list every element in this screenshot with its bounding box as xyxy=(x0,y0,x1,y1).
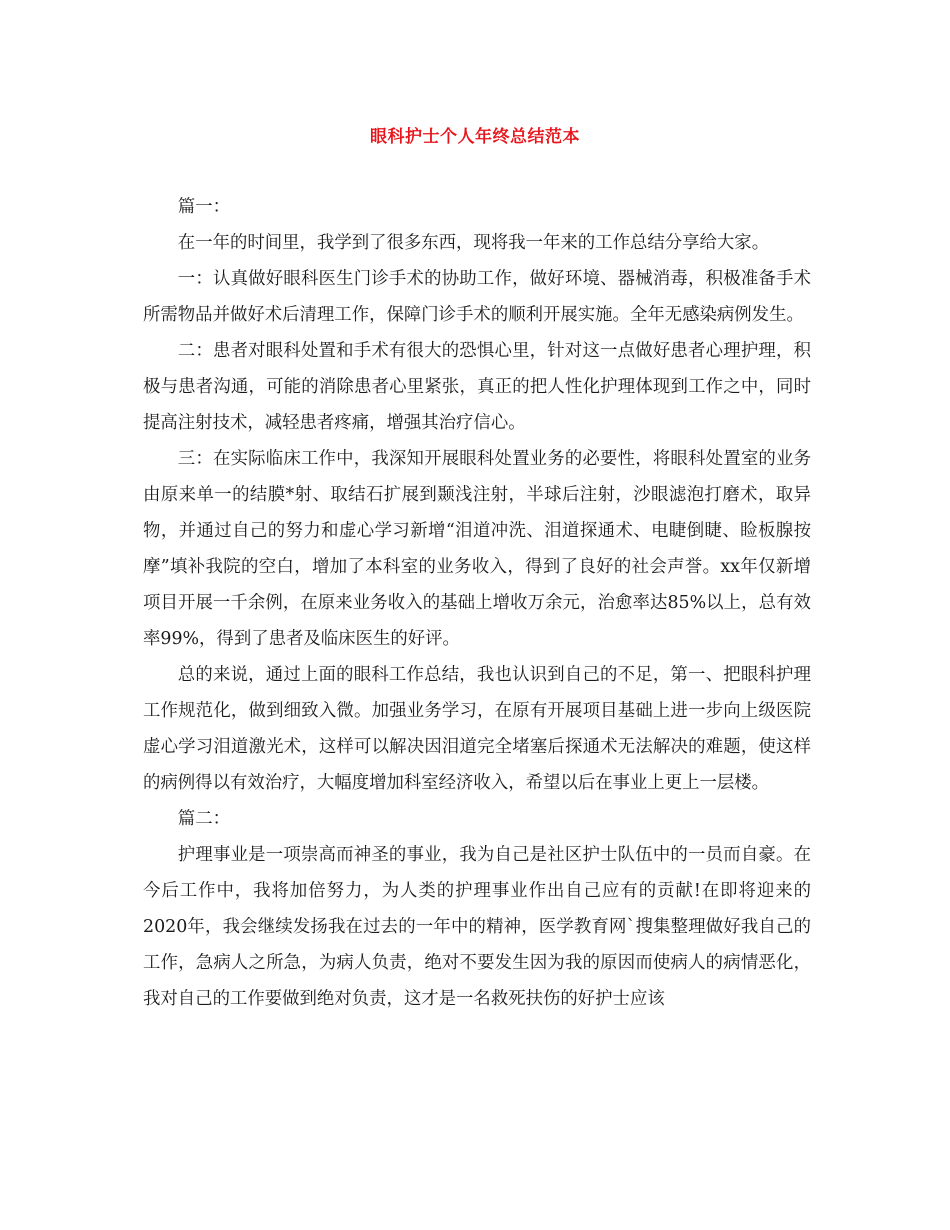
paragraph-point-1: 一：认真做好眼科医生门诊手术的协助工作，做好环境、器械消毒，积极准备手术所需物品并做好术后清理工作，保障门诊手术的顺利开展实施。全年无感染病例发生。 xyxy=(143,269,811,325)
document-body xyxy=(143,189,811,1017)
summary-paragraph: 总的来说，通过上面的眼科工作总结，我也认识到自己的不足，第一、把眼科护理工作规范化，做到细致入微。加强业务学习，在原有开展项目基础上进一步向上级医院虚心学习泪道激光术，这样可以解决因泪道完全堵塞后探通术无法解决的难题，使这样的病例得以有效治疗，大幅度增加科室经济收入，希望以后在事业上更上一层楼。 xyxy=(143,665,811,793)
section-heading-part-1: 篇一： xyxy=(177,197,230,217)
section-heading-part-2: 篇二： xyxy=(177,809,230,829)
intro-paragraph: 在一年的时间里，我学到了很多东西，现将我一年来的工作总结分享给大家。 xyxy=(177,233,770,253)
paragraph-point-2: 二：患者对眼科处置和手术有很大的恐惧心里，针对这一点做好患者心理护理，积极与患者沟通，可能的消除患者心里紧张，真正的把人性化护理体现到工作之中，同时提高注射技术，减轻患者疼痛，增强其治疗信心。 xyxy=(143,341,811,433)
part-2-paragraph: 护理事业是一项崇高而神圣的事业，我为自己是社区护士队伍中的一员而自豪。在今后工作中，我将加倍努力，为人类的护理事业作出自己应有的贡献!在即将迎来的2020年，我会继续发扬我在过去的一年中的精神，医学教育网`搜集整理做好我自己的工作，急病人之所急，为病人负责，绝对不要发生因为我的原因而使病人的病情恶化，我对自己的工作要做到绝对负责，这才是一名救死扶伤的好护士应该 xyxy=(143,845,811,1009)
document-title: 眼科护士个人年终总结范本 xyxy=(370,127,580,147)
paragraph-point-3: 三：在实际临床工作中，我深知开展眼科处置业务的必要性，将眼科处置室的业务由原来单一的结膜*射、取结石扩展到颞浅注射，半球后注射，沙眼滤泡打磨术，取异物，并通过自己的努力和虚心学习新增“泪道冲洗、泪道探通术、电睫倒睫、睑板腺按摩”填补我院的空白，增加了本科室的业务收入，得到了良好的社会声誉。xx年仅新增项目开展一千余例，在原来业务收入的基础上增收万余元，治愈率达85%以上，总有效率99%，得到了患者及临床医生的好评。 xyxy=(143,449,811,649)
